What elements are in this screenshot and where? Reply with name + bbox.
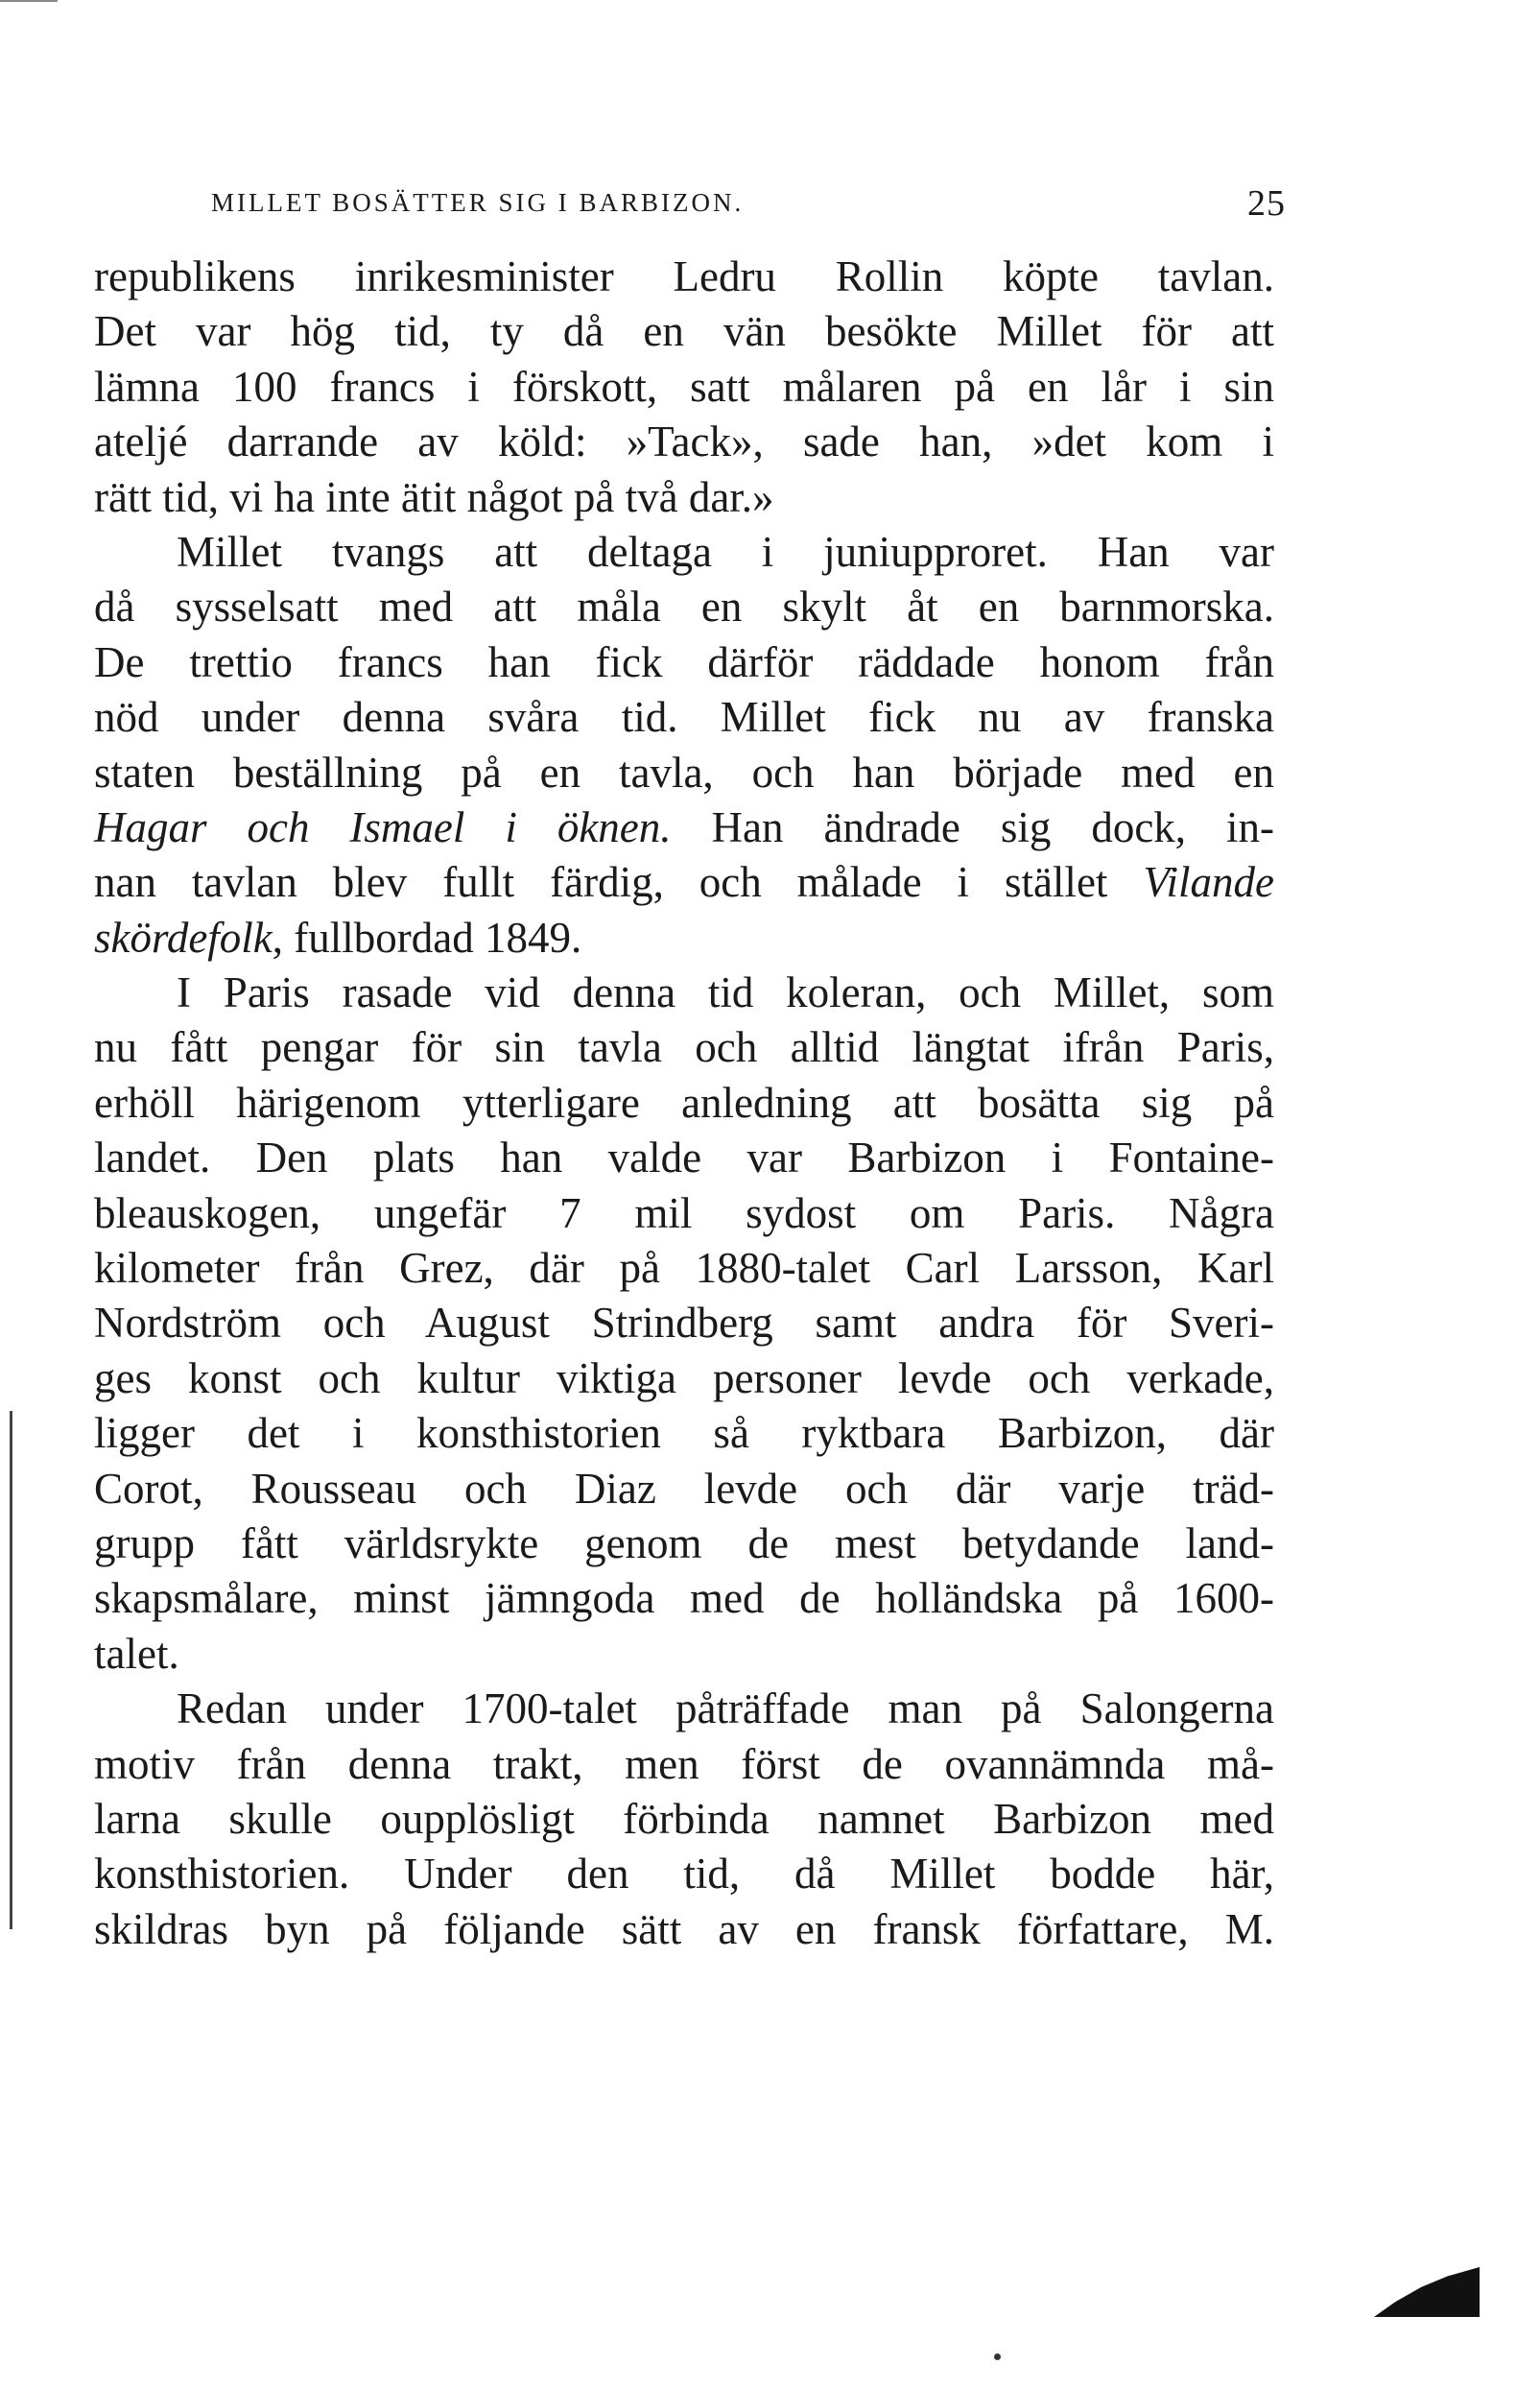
- scan-speck: [994, 2353, 1001, 2360]
- text-line: motiv från denna trakt, men först de ovannämnda må-: [94, 1739, 1274, 1788]
- text-line: ateljé darrande av köld: »Tack», sade han, »det kom i: [94, 418, 1274, 466]
- running-head: [211, 183, 1286, 230]
- text-line: skapsmålare, minst jämngoda med de holländska på 1600-: [94, 1574, 1274, 1623]
- page-number: 25: [1247, 183, 1286, 224]
- body-text: [94, 250, 1274, 1957]
- text-line: ligger det i konsthistorien så ryktbara Barbizon, där: [94, 1409, 1274, 1458]
- text-line: kilometer från Grez, där på 1880-talet Carl Larsson, Karl: [94, 1244, 1274, 1293]
- italic-title: skördefolk: [94, 913, 272, 962]
- text-line: nu fått pengar för sin tavla och alltid längtat ifrån Paris,: [94, 1023, 1274, 1072]
- text-line: staten beställning på en tavla, och han började med en: [94, 748, 1274, 797]
- text-line: talet.: [94, 1629, 179, 1678]
- text-segment: Han ändrade sig dock, in-: [671, 802, 1275, 851]
- text-line: då sysselsatt med att måla en skylt åt en barnmorska.: [94, 583, 1274, 632]
- text-segment: , fullbordad 1849.: [272, 913, 582, 962]
- text-line: Nordström och August Strindberg samt andra för Sveri-: [94, 1299, 1274, 1348]
- text-line: [94, 855, 1274, 910]
- text-line: ges konst och kultur viktiga personer levde och verkade,: [94, 1353, 1274, 1402]
- text-line: republikens inrikesminister Ledru Rollin köpte tavlan.: [94, 252, 1274, 300]
- text-line: De trettio francs han fick därför räddade honom från: [94, 637, 1274, 686]
- scan-corner-blot: [1374, 2267, 1480, 2317]
- text-line: I Paris rasade vid denna tid koleran, och Millet, som: [177, 968, 1274, 1017]
- text-line: larna skulle oupplösligt förbinda namnet Barbizon med: [94, 1794, 1274, 1843]
- text-line: [94, 800, 1274, 855]
- text-line: grupp fått världsrykte genom de mest betydande land-: [94, 1518, 1274, 1567]
- text-line: Det var hög tid, ty då en vän besökte Millet för att: [94, 307, 1274, 356]
- italic-title: Vilande: [1143, 858, 1274, 907]
- text-segment: nan tavlan blev fullt färdig, och målade i stället: [94, 858, 1144, 907]
- text-line: konsthistorien. Under den tid, då Millet bodde här,: [94, 1850, 1274, 1898]
- text-line: Millet tvangs att deltaga i juniupproret. Han var: [177, 527, 1274, 576]
- running-head-title: MILLET BOSÄTTER SIG I BARBIZON.: [211, 188, 745, 217]
- text-line: Corot, Rousseau och Diaz levde och där varje träd-: [94, 1464, 1274, 1513]
- text-line: lämna 100 francs i förskott, satt målaren på en lår i sin: [94, 362, 1274, 411]
- text-line: erhöll härigenom ytterligare anledning att bosätta sig på: [94, 1078, 1274, 1127]
- italic-title: Hagar och Ismael i öknen.: [94, 802, 672, 851]
- text-line: landet. Den plats han valde var Barbizon i Fontaine-: [94, 1134, 1274, 1182]
- text-line: nöd under denna svåra tid. Millet fick nu av franska: [94, 693, 1274, 742]
- text-line: rätt tid, vi ha inte ätit något på två dar.»: [94, 472, 774, 521]
- scan-edge-mark: [0, 0, 58, 2]
- text-line: skildras byn på följande sätt av en fransk författare, M.: [94, 1904, 1274, 1953]
- text-line: bleauskogen, ungefär 7 mil sydost om Paris. Några: [94, 1188, 1274, 1237]
- text-line: Redan under 1700-talet påträffade man på Salongerna: [177, 1684, 1274, 1733]
- text-line: [94, 911, 1274, 966]
- scan-margin-line: [10, 1411, 12, 1929]
